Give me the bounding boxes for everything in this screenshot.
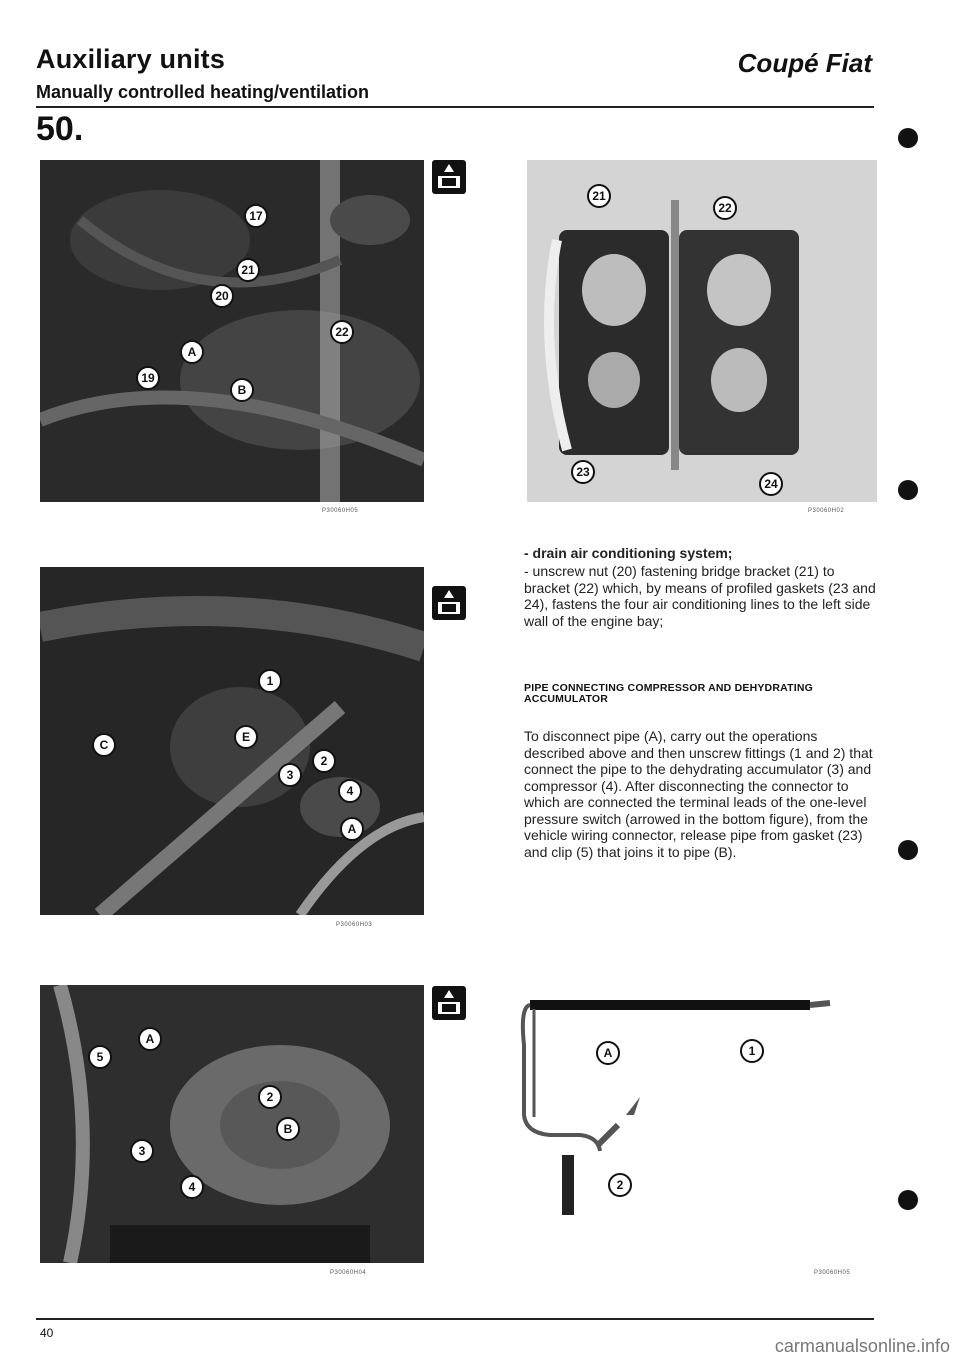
callout-label: 22 <box>713 196 737 220</box>
callout-label: 22 <box>330 320 354 344</box>
step-unscrew: - unscrew nut (20) fastening bridge bracket (21) to bracket (22) which, by means of profiled gaskets (23 and 24), fastens the four air conditioning lines to the left side wall of the engine bay; <box>524 563 876 629</box>
callout-label: 17 <box>244 204 268 228</box>
callout-label: B <box>276 1117 300 1141</box>
footer-rule <box>36 1318 874 1320</box>
callout-label: 24 <box>759 472 783 496</box>
paragraph-instructions: To disconnect pipe (A), carry out the operations described above and then unscrew fittings (1 and 2) that connect the pipe to the dehydrating accumulator (3) and compressor (4). After disconnecting the connector to which are connected the terminal leads of the one-level pressure switch (arrowed in the bottom figure), from the vehicle wiring connector, release pipe from gasket (23) and clip (5) that joins it to pipe (B). <box>524 728 873 860</box>
figure-code: P30060H05 <box>322 508 359 514</box>
callout-label: A <box>340 817 364 841</box>
callout-label: A <box>138 1027 162 1051</box>
callout-label: A <box>596 1041 620 1065</box>
callout-label: 23 <box>571 460 595 484</box>
photo-engine-bay-top <box>40 160 424 502</box>
callout-label: 21 <box>236 258 260 282</box>
callout-label: 3 <box>278 763 302 787</box>
callout-label: 2 <box>608 1173 632 1197</box>
photo-brackets <box>527 160 877 502</box>
margin-dot <box>898 840 918 860</box>
callout-label: 4 <box>180 1175 204 1199</box>
figure-code: P30060H03 <box>336 922 373 928</box>
callout-label: 2 <box>258 1085 282 1109</box>
workshop-icon <box>432 586 466 620</box>
callout-label: B <box>230 378 254 402</box>
callout-label: 3 <box>130 1139 154 1163</box>
callout-label: 1 <box>258 669 282 693</box>
figure-code: P30060H02 <box>808 508 845 514</box>
section-subtitle: Manually controlled heating/ventilation <box>36 82 370 102</box>
callout-label: E <box>234 725 258 749</box>
callout-label: 2 <box>312 749 336 773</box>
section-number: 50. <box>36 110 84 148</box>
step-drain: - drain air conditioning system; <box>524 545 733 561</box>
engine-bay-texture <box>40 160 424 502</box>
figure-code: P30060H05 <box>814 1270 851 1276</box>
margin-dot <box>898 480 918 500</box>
callout-label: 20 <box>210 284 234 308</box>
page-number: 40 <box>40 1326 54 1340</box>
margin-dot <box>898 1190 918 1210</box>
section-title: Auxiliary units <box>36 44 226 74</box>
pipe-diagram <box>510 985 870 1263</box>
compressor-texture <box>40 985 424 1263</box>
photo-compressor <box>40 985 424 1263</box>
brackets-drawing <box>527 160 877 502</box>
callout-label: 1 <box>740 1039 764 1063</box>
watermark[interactable]: carmanualsonline.info <box>774 1336 950 1356</box>
callout-label: 19 <box>136 366 160 390</box>
photo-accumulator <box>40 567 424 915</box>
callout-label: 21 <box>587 184 611 208</box>
subsection-heading: PIPE CONNECTING COMPRESSOR AND DEHYDRATING ACCUMULATOR <box>524 682 814 705</box>
brand-name: Coupé Fiat <box>737 48 872 78</box>
callout-label: C <box>92 733 116 757</box>
margin-dot <box>898 128 918 148</box>
figure-code: P30060H04 <box>330 1270 367 1276</box>
workshop-icon <box>432 160 466 194</box>
callout-label: A <box>180 340 204 364</box>
workshop-icon <box>432 986 466 1020</box>
callout-label: 4 <box>338 779 362 803</box>
callout-label: 5 <box>88 1045 112 1069</box>
header-rule <box>36 106 874 108</box>
pipe-drawing <box>510 985 870 1263</box>
